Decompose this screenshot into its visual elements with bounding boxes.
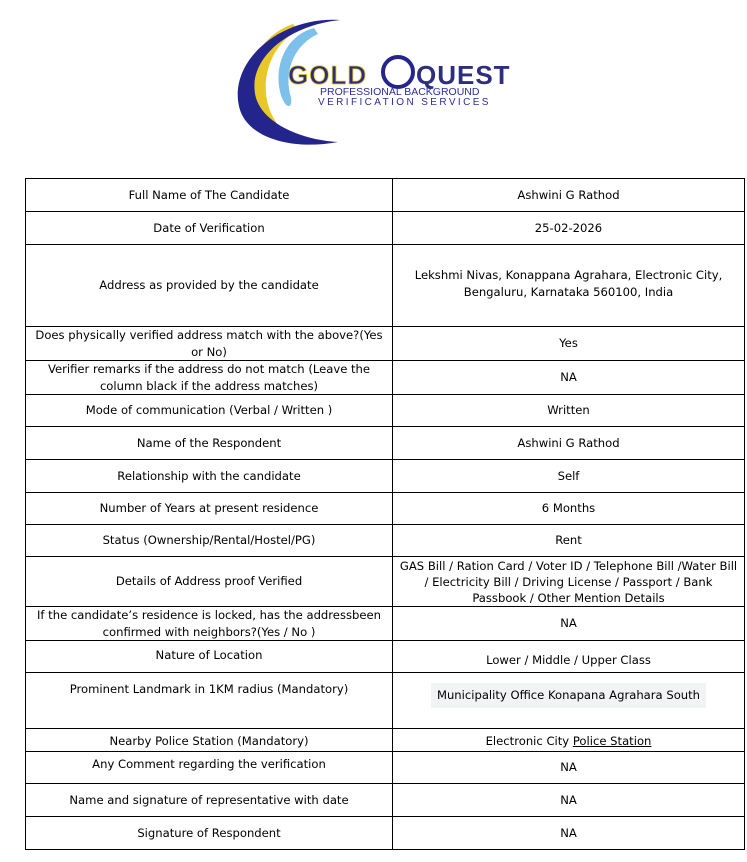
row-value: NA xyxy=(393,752,745,784)
verification-table xyxy=(25,178,745,850)
logo-brand-quest: QUEST xyxy=(416,60,511,90)
row-label: Date of Verification xyxy=(26,212,393,245)
row-value: Ashwini G Rathod xyxy=(393,427,745,460)
table-row xyxy=(26,525,745,557)
table-row xyxy=(26,327,745,361)
row-value xyxy=(393,245,745,327)
table-row xyxy=(26,460,745,493)
police-station-prefix: Electronic City xyxy=(485,733,573,748)
row-value: Ashwini G Rathod xyxy=(393,179,745,212)
logo-tagline-2: VERIFICATION SERVICES xyxy=(318,97,491,108)
row-value: NA xyxy=(393,607,745,641)
goldquest-logo xyxy=(218,14,523,146)
row-label: Status (Ownership/Rental/Hostel/PG) xyxy=(26,525,393,557)
table-row xyxy=(26,212,745,245)
table-row xyxy=(26,752,745,784)
table-row xyxy=(26,395,745,427)
logo-brand-gold: GOLD xyxy=(288,60,368,90)
table-row xyxy=(26,245,745,327)
table-row xyxy=(26,427,745,460)
row-label: Relationship with the candidate xyxy=(26,460,393,493)
table-row xyxy=(26,817,745,850)
row-value: 25-02-2026 xyxy=(393,212,745,245)
row-value: Self xyxy=(393,460,745,493)
row-value: NA xyxy=(393,784,745,817)
table-row xyxy=(26,179,745,212)
table-row xyxy=(26,784,745,817)
table-row xyxy=(26,361,745,395)
row-label: Name of the Respondent xyxy=(26,427,393,460)
row-label: Number of Years at present residence xyxy=(26,493,393,525)
row-label: Signature of Respondent xyxy=(26,817,393,850)
row-value: NA xyxy=(393,361,745,395)
address-text: Lekshmi Nivas, Konappana Agrahara, Electronic City, Bengaluru, Karnataka 560100, India xyxy=(414,268,723,299)
row-value: Yes xyxy=(393,327,745,361)
table-row xyxy=(26,641,745,673)
row-label: Full Name of The Candidate xyxy=(26,179,393,212)
landmark-text: Municipality Office Konapana Agrahara South xyxy=(431,683,706,708)
table-row xyxy=(26,673,745,729)
row-label: Name and signature of representative with date xyxy=(26,784,393,817)
row-label: Address as provided by the candidate xyxy=(26,245,393,327)
table-row xyxy=(26,493,745,525)
police-station-underlined: Police Station xyxy=(572,733,652,748)
table-row xyxy=(26,557,745,607)
row-value: Lower / Middle / Upper Class xyxy=(393,641,745,673)
row-label: Verifier remarks if the address do not match (Leave the column black if the address matches) xyxy=(26,361,393,395)
row-label: Any Comment regarding the verification xyxy=(26,752,393,784)
row-value: NA xyxy=(393,817,745,850)
logo-graphic xyxy=(218,14,523,146)
table-row xyxy=(26,607,745,641)
row-value: GAS Bill / Ration Card / Voter ID / Telephone Bill /Water Bill / Electricity Bill / Driving License / Passport / Bank Passbook / Other Mention Details xyxy=(393,557,745,607)
row-value xyxy=(393,729,745,752)
row-label: Does physically verified address match with the above?(Yes or No) xyxy=(26,327,393,361)
row-label: Mode of communication (Verbal / Written ) xyxy=(26,395,393,427)
row-value xyxy=(393,673,745,729)
row-label: Prominent Landmark in 1KM radius (Mandatory) xyxy=(26,673,393,729)
row-label: Nearby Police Station (Mandatory) xyxy=(26,729,393,752)
row-value: Written xyxy=(393,395,745,427)
row-value: Rent xyxy=(393,525,745,557)
logo-q-ring xyxy=(383,57,413,87)
row-label: Details of Address proof Verified xyxy=(26,557,393,607)
table-row xyxy=(26,729,745,752)
logo-tagline-1: PROFESSIONAL BACKGROUND xyxy=(320,86,480,98)
row-label: If the candidate’s residence is locked, has the addressbeen confirmed with neighbors?(Yes / No ) xyxy=(26,607,393,641)
row-label: Nature of Location xyxy=(26,641,393,673)
row-value: 6 Months xyxy=(393,493,745,525)
